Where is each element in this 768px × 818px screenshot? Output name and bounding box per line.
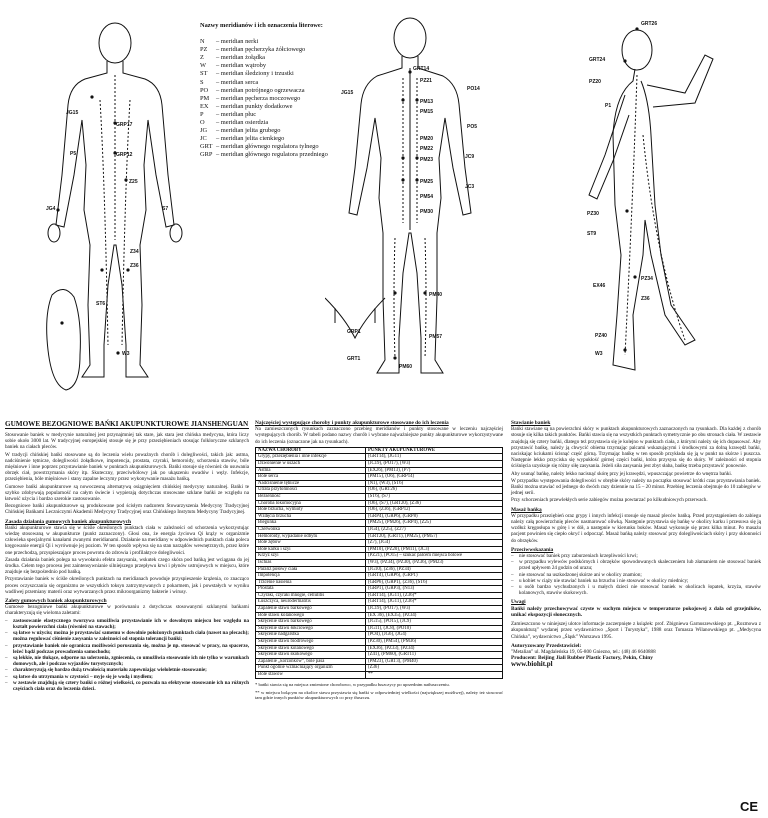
disease-cell: Grypy, przeziębienia i inne infekcje — [256, 454, 366, 461]
bullet-item: – przystawianie baniek nie ogranicza możliwości poruszania się, można je np. stosować w pracy, na spacerze, leżeć bądź podczas prowadzenia samochodu; — [5, 642, 249, 655]
point-label: S7 — [162, 206, 169, 212]
legend-name: – meridian nerki — [216, 38, 259, 46]
legend-name: – meridian punkty dodatkowe — [216, 102, 293, 110]
disease-cell: Skręcenie nadgarstka — [256, 632, 366, 639]
disease-cell: Bóle brzucha, wymioty — [256, 507, 366, 514]
point-label: JG15 — [341, 90, 354, 96]
column-header: NAZWA CHOROBY — [256, 447, 366, 454]
point-label: PM22 — [420, 146, 434, 152]
section-heading: Stawianie baniek — [511, 420, 551, 426]
disease-cell: Zapalenie stawu barkowego — [256, 606, 366, 613]
column-intro — [5, 420, 249, 692]
disease-cell: Bóle karku i szyi — [256, 546, 366, 553]
points-cell: (PM25), (PM26), (GRP4), (Z25) — [366, 520, 503, 527]
table-row — [256, 658, 503, 665]
point-label: Z25 — [129, 179, 138, 185]
table-row — [256, 487, 503, 494]
column-header: PUNKTY AKUPUNKTUROWE — [366, 447, 503, 454]
table-row — [256, 493, 503, 500]
table-row — [256, 625, 503, 632]
point-label: JG4 — [46, 206, 56, 212]
point-label: PM57 — [429, 334, 443, 340]
legend-code: S — [200, 78, 204, 86]
disease-cell: Hemoroidy, wypadanie odbytu — [256, 533, 366, 540]
table-row — [256, 639, 503, 646]
points-cell: (O6), (GRT26) — [366, 487, 503, 494]
table-row — [256, 533, 503, 540]
bullet-item: – w przypadku wylewów podskórnych i obrzęków spowodowanych skaleczeniem lub złamaniem nie stosować baniek przed upływem 24 godzin od urazu; — [511, 559, 761, 572]
bullet-item: – w zestawie znajdują się cztery bańki o różnej wielkości, co pozwala na efektywne stosowanie ich na różnych częściach ciała oraz do leczenia dzieci. — [5, 679, 249, 692]
bullet-text: nie stosować na uszkodzonej skórze ani w okolicy znamion; — [519, 571, 642, 578]
points-cell: (GRT4), (GRP6), (GRP1) — [366, 573, 503, 580]
table-row — [256, 612, 503, 619]
disease-cell: Bezsenność — [256, 493, 366, 500]
table-row — [256, 480, 503, 487]
point-label: GRP12 — [116, 152, 133, 158]
back-body-figure — [325, 8, 495, 388]
disease-cell: Skręcenie stawu łokciowego — [256, 625, 366, 632]
legend-code: JG — [200, 127, 208, 135]
paragraph: Zamieszczono w niniejszej ulotce informacje zaczerpnięte z książek: prof. Zbigniewa Garnuszewskiego pt. „Rozmowa z akupunkturą” wydanej przez wydawnictwo „Sport i Turystyka”, 1988 oraz Tomasza Wilanowskiego pt. „Medycyna Chińska”, wydawnictwo „Śląsk” Warszawa 1995. — [511, 621, 761, 640]
paragraph: Przy schorzeniach przewlekłych serie zabiegów można powtarzać po kilkudniowych przerwach. — [511, 497, 708, 504]
point-label: PZ21 — [420, 78, 432, 84]
point-label: JC9 — [465, 154, 475, 160]
disease-cell: Bóle serca — [256, 474, 366, 481]
legend-code: W — [200, 62, 207, 70]
legend-name: – meridian osierdzia — [216, 119, 269, 127]
disease-cell: Krzyż szyi — [256, 553, 366, 560]
footnote: ** w miejscu bolącym na okolice stawu przystawia się bańki w odpowiedniej wielkości (największej możliwej), należy też stosować tam gdzie innych punktów akupunkturowych co przy tłuszczu. — [255, 690, 503, 701]
legend-code: GRT — [200, 143, 213, 151]
section-heading: Masaż bańką — [511, 506, 542, 513]
points-cell: (O6), (Z36), (GRP12) — [366, 507, 503, 514]
point-label: PM54 — [420, 194, 434, 200]
table-row — [256, 500, 503, 507]
bullet-item: – są lekkie, nie tłukące, odporne na uderzenia, zgniecenia, co umożliwia stosowanie ich nie tylko w warunkach domowych, ale i podczas wyjazdów turystycznych; — [5, 654, 249, 668]
point-label: Z36 — [641, 296, 650, 302]
points-cell: (JG4), (Z25), (Z27) — [366, 526, 503, 533]
point-label: GRP17 — [116, 122, 133, 128]
point-label: Z34 — [130, 249, 139, 255]
legend-name: – meridian śledziony i trzustki — [216, 70, 294, 78]
paragraph: Bańki stawiane są na powierzchni skóry w punktach akupunkturowych zaznaczonych na rysunkach. Dla każdej z chorób stosuje się kilka takich punktów. Bańki stawia się na wszystkich punktach symetrycznie po obu stronach ciała. W zestawie znajdują się cztery bańki, dlatego też przystawia się je kolejno w punktach ciała, z którymi należy się ich dopasować. Aby przystawić bańkę, należy ją chwycić obiema trzymając palcami wskazującymi i środkowymi za dolną krawędź bańki, naciskając kciukami ścisnąć część górną. Trzymając bańkę w ten sposób przykłada się ją w punkt na skórze i puszcza. Następnie lekko przyciska się wypukłość górnej części bańki, która przysysa się do skóry. W zależności od stopnia ściśnięcia uzyskuje się różny siłę zasysania. Jeżeli siła zasysania jest zbyt słaba, bańkę trzeba przystawić ponownie. — [511, 426, 762, 470]
disease-cell: Łuszczyca, neurodermatitis — [256, 599, 366, 606]
table-heading: Najczęściej występujące choroby i punkty akupunkturowe stosowane do ich leczenia — [255, 420, 449, 426]
point-label: PZ40 — [595, 333, 607, 339]
legend-name: – meridian głównego regulatora tylnego — [216, 143, 319, 151]
point-label: ST9 — [587, 231, 597, 237]
disease-cell: Bóle zębów — [256, 540, 366, 547]
point-label: GRT24 — [589, 57, 606, 63]
table-body — [256, 454, 503, 678]
points-cell: (GRT14), (JG11), (Z36)* — [366, 599, 503, 606]
disease-cell: Dzwonienie w uszach — [256, 461, 366, 468]
disease-cell: Paraliż połowy ciała — [256, 566, 366, 573]
bullet-item: – charakteryzują się bardzo dużą trwałością materiału zapewniając wieloletnie stosowanie; — [5, 667, 207, 674]
paragraph: W tradycji chińskiej bańki stosowane są do leczenia wielu poważnych chorób i dolegliwości, takich jak: astma, nadciśnienie tętnicze, dolegliwości żołądkowe, impotencja, prostata, czyraki, hemoroidy, schorzenia stawów, bóle mięśniowe i inne poprzez przystawianie baniek w punktach akupunkturowych. Bańki stosuje się również do usuwania obrzęk ciał, powstrzymania skóry itp. Skuteczny, przeciwbólowy jak po ukąszeniu owadów i węży. Infekcje, przeziębienia, bóle mięśniowe i stany zapalne leczymy przez wykonywanie masażu bańką. — [5, 451, 249, 483]
bullet-text: w przypadku wylewów podskórnych i obrzęków spowodowanych skaleczeniem lub złamaniem nie stosować baniek przed upływem 24 godzin od urazu; — [519, 559, 761, 572]
table-row — [256, 606, 503, 613]
point-label: W3 — [122, 351, 130, 357]
point-label: PM25 — [420, 179, 434, 185]
column-usage — [511, 420, 761, 668]
front-body-svg — [30, 5, 200, 395]
points-cell: (N1), (W3), (ST6) — [366, 480, 503, 487]
disease-cell: Choroba lokomocyjna — [256, 500, 366, 507]
section-heading: Autoryzowany Przedstawiciel: — [511, 642, 582, 649]
bullet-text: zastosowanie elastycznego tworzywa umożliwia przystawianie ich w dowolnym miejscu bez względu na kształt powierzchni ciała (również na stawach); — [13, 617, 249, 630]
legend-code: EX — [200, 102, 209, 110]
table-row — [256, 461, 503, 468]
table-row — [256, 507, 503, 514]
table-row — [256, 520, 503, 527]
points-cell: (JC19), (PO17), (W3) — [366, 461, 503, 468]
disease-cell: Astma — [256, 467, 366, 474]
table-row — [256, 454, 503, 461]
section-heading: Przeciwwskazania — [511, 546, 554, 553]
text-section — [0, 420, 768, 818]
points-cell: (GRP1), (GRP3), (N13) — [366, 586, 503, 593]
point-label: GRP1 — [347, 329, 361, 335]
side-body-figure — [585, 15, 763, 390]
disease-cell: Skręcenie stawu kolanowego — [256, 645, 366, 652]
points-cell: (PM23), (GRT3), (PM40) — [366, 658, 503, 665]
points-cell: ** — [366, 672, 503, 679]
bullet-text: u osób bardzo wychudzonych i u małych dzieci nie stosować baniek w okolicach łopatek, krzyża, stawów kolanowych, stawów skokowych. — [519, 584, 761, 597]
paragraph: Zasada działania baniek polega na wywołaniu efektu zasysania, wskutek czego skóra pod bańką jest wciągana do jej środka. Celem tego procesu jest zaintensywnianie silniejszego przepływu krwi i płynów ustrojowych w miejscu, które znajduje się bezpośrednio pod bańką. — [5, 556, 249, 576]
product-title: GUMOWE BEZOGNIOWE BAŃKI AKUPUNKTUROWE JIANSHENGUAN — [5, 420, 249, 428]
back-body-svg — [325, 8, 495, 388]
points-cell: (Z7), (JG4) — [366, 540, 503, 547]
disease-cell: Skręcenie stawu biodrowego — [256, 639, 366, 646]
table-row — [256, 645, 503, 652]
bullet-item: – nie stosować na uszkodzonej skórze ani w okolicy znamion; — [511, 571, 642, 578]
legend-code: Z — [200, 54, 204, 62]
points-cell: (EX 36), (EX35), (PZ34) — [366, 612, 503, 619]
point-label: GRT26 — [641, 21, 658, 27]
legend-code: GRP — [200, 151, 213, 159]
points-cell: (PZ21), (PO15) – szukać palcem miejsca bólowe — [366, 553, 503, 560]
disease-cell: Czerwonka — [256, 526, 366, 533]
disease-cell: Czyraki, czyraki mnogie, cellulitis — [256, 592, 366, 599]
table-row — [256, 513, 503, 520]
table-row — [256, 559, 503, 566]
points-cell: (GRT14), (JG11) — [366, 454, 503, 461]
side-body-svg — [585, 15, 763, 390]
legend-name: – meridian żołądka — [216, 54, 265, 62]
legend-name: – meridian pęcherza moczowego — [216, 94, 301, 102]
bullet-item: – u osób bardzo wychudzonych i u małych dzieci nie stosować baniek w okolicach łopatek, krzyża, stawów kolanowych, stawów skokowych. — [511, 584, 761, 597]
table-row — [256, 546, 503, 553]
paragraph: W przypadku przeziębień oraz grypy i innych infekcji stosuje się masaż pleców bańką. Przed przystąpieniem do zabiegu należy całą powierzchnię pleców nasmarować oliwką. Następnie przystawia się bańkę w okolicy karku i przesuwa się ją wzdłuż kręgosłupa w górę i w dół, a następnie w kierunku boków. Masaż wykonuje się przez kilka minut. Po masażu pacjent powinien się ciepło okryć i odpocząć. Masaż bańką należy stosować przy dolegliwościach skóry i przy skłonności do obrzęków. — [511, 512, 761, 544]
point-label: PM23 — [420, 157, 434, 163]
points-cell: (EX36), (PZ33), (PZ34) — [366, 645, 503, 652]
point-label: GRT14 — [413, 66, 430, 72]
points-cell: (PM10), (PZ20), (PM11), (JC3) — [366, 546, 503, 553]
legend-name: – meridian jelita grubego — [216, 127, 281, 135]
point-label: PO14 — [467, 86, 480, 92]
column-table — [255, 420, 503, 701]
table-row — [256, 619, 503, 626]
point-label: W3 — [595, 351, 603, 357]
bullet-text: nie stosować baniek przy zaburzeniach krzepliwości krwi; — [519, 553, 638, 560]
point-label: JC3 — [465, 184, 475, 190]
bullet-text: są lekkie, nie tłukące, odporne na uderzenia, zgniecenia, co umożliwia stosowanie ich nie tylko w warunkach domowych, ale i podczas wyjazdów turystycznych; — [13, 654, 249, 668]
paragraph: Na zamieszczonych rysunkach zaznaczono przebieg meridianów i punkty stosowane w leczeniu najczęściej występujących chorób. W tabeli podano nazwy chorób i wybrane najważniejsze punkty akupunkturowe wykorzystywane do ich leczenia (oznaczone jak na rysunkach). — [255, 426, 503, 445]
point-label: PZ20 — [589, 79, 601, 85]
disease-cell: Utrata przytomności — [256, 487, 366, 494]
producer-line: Producent: Beijing Jiali Rubber Plastic Factory, Pekin, Chiny — [511, 655, 653, 662]
table-row — [256, 672, 503, 679]
paragraph: Gumowe bańki akupunkturowe są nowoczesną alternatywą osiągnięciem chińskiej medycyny naturalnej. Bańki te szybko zdobywają popularność na całym świecie i wypierają dotychczas stosowane szklane bańki ze względu na łatwość użycia i bardzo szerokie zastosowanie. — [5, 483, 249, 503]
paragraph: Gumowe bezogniowe bańki akupunkturowe w porównaniu z dotychczas stosowanymi szklanymi bańkami charakteryzują się wieloma zaletami: — [5, 604, 249, 617]
legend-code: PM — [200, 94, 210, 102]
legend-name: – meridian głównego regulatora przedniego — [216, 151, 328, 159]
legend-name: – meridian pęcherzyka żółciowego — [216, 46, 306, 54]
paragraph: Aby usunąć bańkę, należy lekko nacisnąć skórę przy jej krawędzi, wpuszczając powietrze do wnętrza bańki. — [511, 470, 733, 477]
legend-code: P — [200, 110, 204, 118]
legend-name: – meridian serca — [216, 78, 259, 86]
legend-name: – meridian jelita cienkiego — [216, 135, 285, 143]
legend-code: N — [200, 38, 205, 46]
table-header-row — [256, 447, 503, 454]
table-row — [256, 652, 503, 659]
table-row — [256, 573, 503, 580]
footnote: * bańki stawia się na miejsca zmienione chorobowo, w przypadku łuszczycy po uprzednim natłuszczeniu. — [255, 681, 450, 687]
disease-cell: Prostata — [256, 586, 366, 593]
front-body-figure — [30, 5, 200, 395]
points-cell: (PZ30), (PM54), (PM36) — [366, 639, 503, 646]
points-cell: (Z36) — [366, 665, 503, 672]
disease-cell: Nadciśnienie tętnicze — [256, 480, 366, 487]
points-cell: (GRP4), (GRP6), (GRP8) — [366, 513, 503, 520]
disease-cell: Wzdęcia brzucha — [256, 513, 366, 520]
disease-cell: Bóle stawu kolanowego — [256, 612, 366, 619]
point-label: ST6 — [96, 301, 106, 307]
bullet-item: – u kobiet w ciąży nie stawiać baniek na brzuchu i nie stosować w okolicy miednicy; — [511, 577, 689, 584]
disease-cell: Ischias — [256, 559, 366, 566]
table-row — [256, 592, 503, 599]
bullet-text: w zestawie znajdują się cztery bańki o różnej wielkości, co pozwala na efektywne stosowanie ich na różnych częściach ciała oraz do leczenia dzieci. — [13, 679, 249, 692]
points-cell: (JG11), (JC8), (PO10) — [366, 625, 503, 632]
paragraph: Przystawianie baniek w ściśle określonych punktach na meridianach powoduje przyspieszenie krążenia, co znacząco proces oczyszczania się organizmu ze wszystkich toksyn zatrzymywanych z pokarmem, jak i powstałych w wyniku wadliwej przemiany materii oraz wytwarzanych przez mikroorganizmy bakterie i wirusy. — [5, 576, 249, 595]
address-line: "Metalian" ul. Magdaleńska 19, 05-800 Gniezno, tel.: (48) 46 6640888 — [511, 648, 656, 655]
legend-name: – meridian wątroby — [216, 62, 267, 70]
point-label: PM30 — [420, 209, 434, 215]
paragraph: Bezogniowe bańki akupunkturowe są produkowane pod ścisłym nadzorem Stowarzyszenia Medycyny Tradycyjnej Chińskiej Bańkami Leczniczymi Akademii Medycyny Tradycyjnej oraz Chińskiego Instytutu Medycyny Tradycyjnej. — [5, 503, 249, 516]
legend-code: O — [200, 119, 205, 127]
points-cell: (JG15), (PO15), (JC9) — [366, 619, 503, 626]
points-cell: (GRT14), (JG11), (Z36)* — [366, 592, 503, 599]
point-label: P1 — [605, 103, 612, 109]
bullet-text: są łatwe w użyciu; można je przystawiać samemu w dowolnie położonych punktach ciała (nawet na plecach); można regulować ciśnienie zasysania w zależności od stopnia tolerancji bańki; — [13, 630, 249, 643]
point-label: PM20 — [420, 136, 434, 142]
point-label: PZ34 — [641, 276, 653, 282]
points-cell: (ST6), (S7) — [366, 493, 503, 500]
point-label: PM15 — [420, 109, 434, 115]
points-cell: (EX26), (PM13), (P7) — [366, 467, 503, 474]
point-label: PM13 — [420, 99, 434, 105]
table-row — [256, 586, 503, 593]
disease-cell: Punkt ogólnie wzmacniający organizm — [256, 665, 366, 672]
legend-code: JC — [200, 135, 207, 143]
legend-code: ST — [200, 70, 208, 78]
bullet-item: – nie stosować baniek przy zaburzeniach krzepliwości krwi; — [511, 553, 638, 560]
table-row — [256, 632, 503, 639]
section-heading: Uwagi — [511, 599, 526, 606]
table-row — [256, 553, 503, 560]
legend-name: – meridian płuc — [216, 110, 257, 118]
disease-cell: Skręcenie stawu barkowego — [256, 619, 366, 626]
bullet-text: charakteryzują się bardzo dużą trwałością materiału zapewniając wieloletnie stosowanie; — [13, 667, 207, 674]
point-label: EX46 — [593, 283, 606, 289]
legend-code: PZ — [200, 46, 208, 54]
points-cell: (JC19), (PO17), (W3) — [366, 606, 503, 613]
disease-cell: Skręcenie stawu skokowego — [256, 652, 366, 659]
section-heading: Zasada działania gumowych baniek akupunkturowych — [5, 518, 132, 525]
bullet-text: u kobiet w ciąży nie stawiać baniek na brzuchu i nie stosować w okolicy miednicy; — [519, 577, 689, 584]
bullet-item: – są łatwe w użyciu; można je przystawiać samemu w dowolnie położonych punktach ciała (nawet na plecach); można regulować ciśnienie zasysania w zależności od stopnia tolerancji bańki; — [5, 630, 249, 643]
bullet-item: – zastosowanie elastycznego tworzywa umożliwia przystawianie ich w dowolnym miejscu bez względu na kształt powierzchni ciała (również na stawach); — [5, 617, 249, 630]
disease-table — [255, 447, 503, 679]
disease-cell: Impotencja — [256, 573, 366, 580]
illustration-panel — [0, 0, 768, 395]
points-cell: (PO4), (JG6), (JG4) — [366, 632, 503, 639]
point-label: PO5 — [467, 124, 478, 130]
point-label: PM40 — [429, 292, 443, 298]
paragraph: W przypadku występowania dolegliwości w obrębie skóry należy na początku stosować krótki czas przystawiania baniek. Bańki można stawiać od jednego do dwóch razy dziennie na 15 – 20 minut. Przebieg leczenia obejmuje do 10 zabiegów w jednej serii. — [511, 477, 761, 497]
legend-title: Nazwy meridianów i ich oznaczenia literowe: — [200, 22, 323, 29]
points-cell: (Z41), (PM60), (GRT11) — [366, 652, 503, 659]
table-row — [256, 540, 503, 547]
point-label: JG15 — [66, 110, 79, 116]
table-row — [256, 579, 503, 586]
point-label: PZ30 — [587, 211, 599, 217]
points-cell: (PM15), (O6), (GRP14) — [366, 474, 503, 481]
bullet-text: przystawianie baniek nie ogranicza możliwości poruszania się, można je np. stosować w pracy, na spacerze, leżeć bądź podczas prowadzenia samochodu; — [13, 642, 249, 655]
disease-cell: Trzcenie nasienia — [256, 579, 366, 586]
table-row — [256, 566, 503, 573]
points-cell: (GRP6), (GRP1), (Z36), (ST6) — [366, 579, 503, 586]
points-cell: (W3), (PZ34), (PZ30), (PZ36), (PM23) — [366, 559, 503, 566]
points-cell: (JG10), (Z36), (PZ34) — [366, 566, 503, 573]
table-row — [256, 526, 503, 533]
bullet-text: są łatwe do utrzymania w czystości – myje się je wodą i mydłem; — [13, 673, 153, 680]
point-label: GRT1 — [347, 356, 361, 362]
table-row — [256, 665, 503, 672]
bullet-item: – są łatwe do utrzymania w czystości – myje się je wodą i mydłem; — [5, 673, 153, 680]
table-row — [256, 467, 503, 474]
paragraph: Bańki akupunkturowe stawia się w ściśle określonych punktach ciała w zależności od schorzenia wykorzystując wiedzę stosowaną w akupunkturze (punkt zaznaczony). Głosi ona, że energia życiowa Qi krąży w organizmie człowieka specjalnymi kanałami zwanymi meridianami. Działanie na meridiany w odpowiednich punktach ciała poleca kręgowanie energii Qi i wyrównuje jej poziom. W ten sposób wpływa się na stan narządów wewnętrznych, przez które one przechodzą, przyspieszające proces powrotu do zdrowia i profilaktyce dolegliwości. — [5, 524, 249, 556]
paragraph: Stosowanie baniek w medycynie naturalnej jest przynajmniej tak stare, jak stara jest chińska medycyna, która liczy sobie około 3000 lat. W tradycyjnej europejskiej stosuje się je przy przeziębieniach stosując folkloryczne szklanych baniek na ciałach pleców. — [5, 432, 249, 451]
points-cell: (O6), (S7), (GRT20), (Z36) — [366, 500, 503, 507]
point-label: P5 — [70, 151, 77, 157]
disease-cell: Zapalenie „korzonków”, bóle pasa — [256, 658, 366, 665]
section-heading: Zalety gumowych baniek akupunkturowych — [5, 598, 107, 605]
legend-name: – meridian potrójnego ogrzewacza — [216, 86, 305, 94]
ce-mark: CE — [739, 799, 758, 814]
point-label: Z36 — [130, 263, 139, 269]
table-row — [256, 474, 503, 481]
point-label: PM60 — [399, 364, 413, 370]
legend-code: PO — [200, 86, 209, 94]
paragraph: Bańki należy przechowywać czyste w suchym miejscu w temperaturze pokojowej z dala od grzejników, unikać ekspozycji słonecznych. — [511, 605, 761, 618]
disease-cell: Biegunka — [256, 520, 366, 527]
points-cell: (GRT20), (GRT1), (PM25), (PM57) — [366, 533, 503, 540]
website-link[interactable]: www.biohit.pl — [511, 660, 553, 669]
disease-cell: Bóle stawów — [256, 672, 366, 679]
table-row — [256, 599, 503, 606]
